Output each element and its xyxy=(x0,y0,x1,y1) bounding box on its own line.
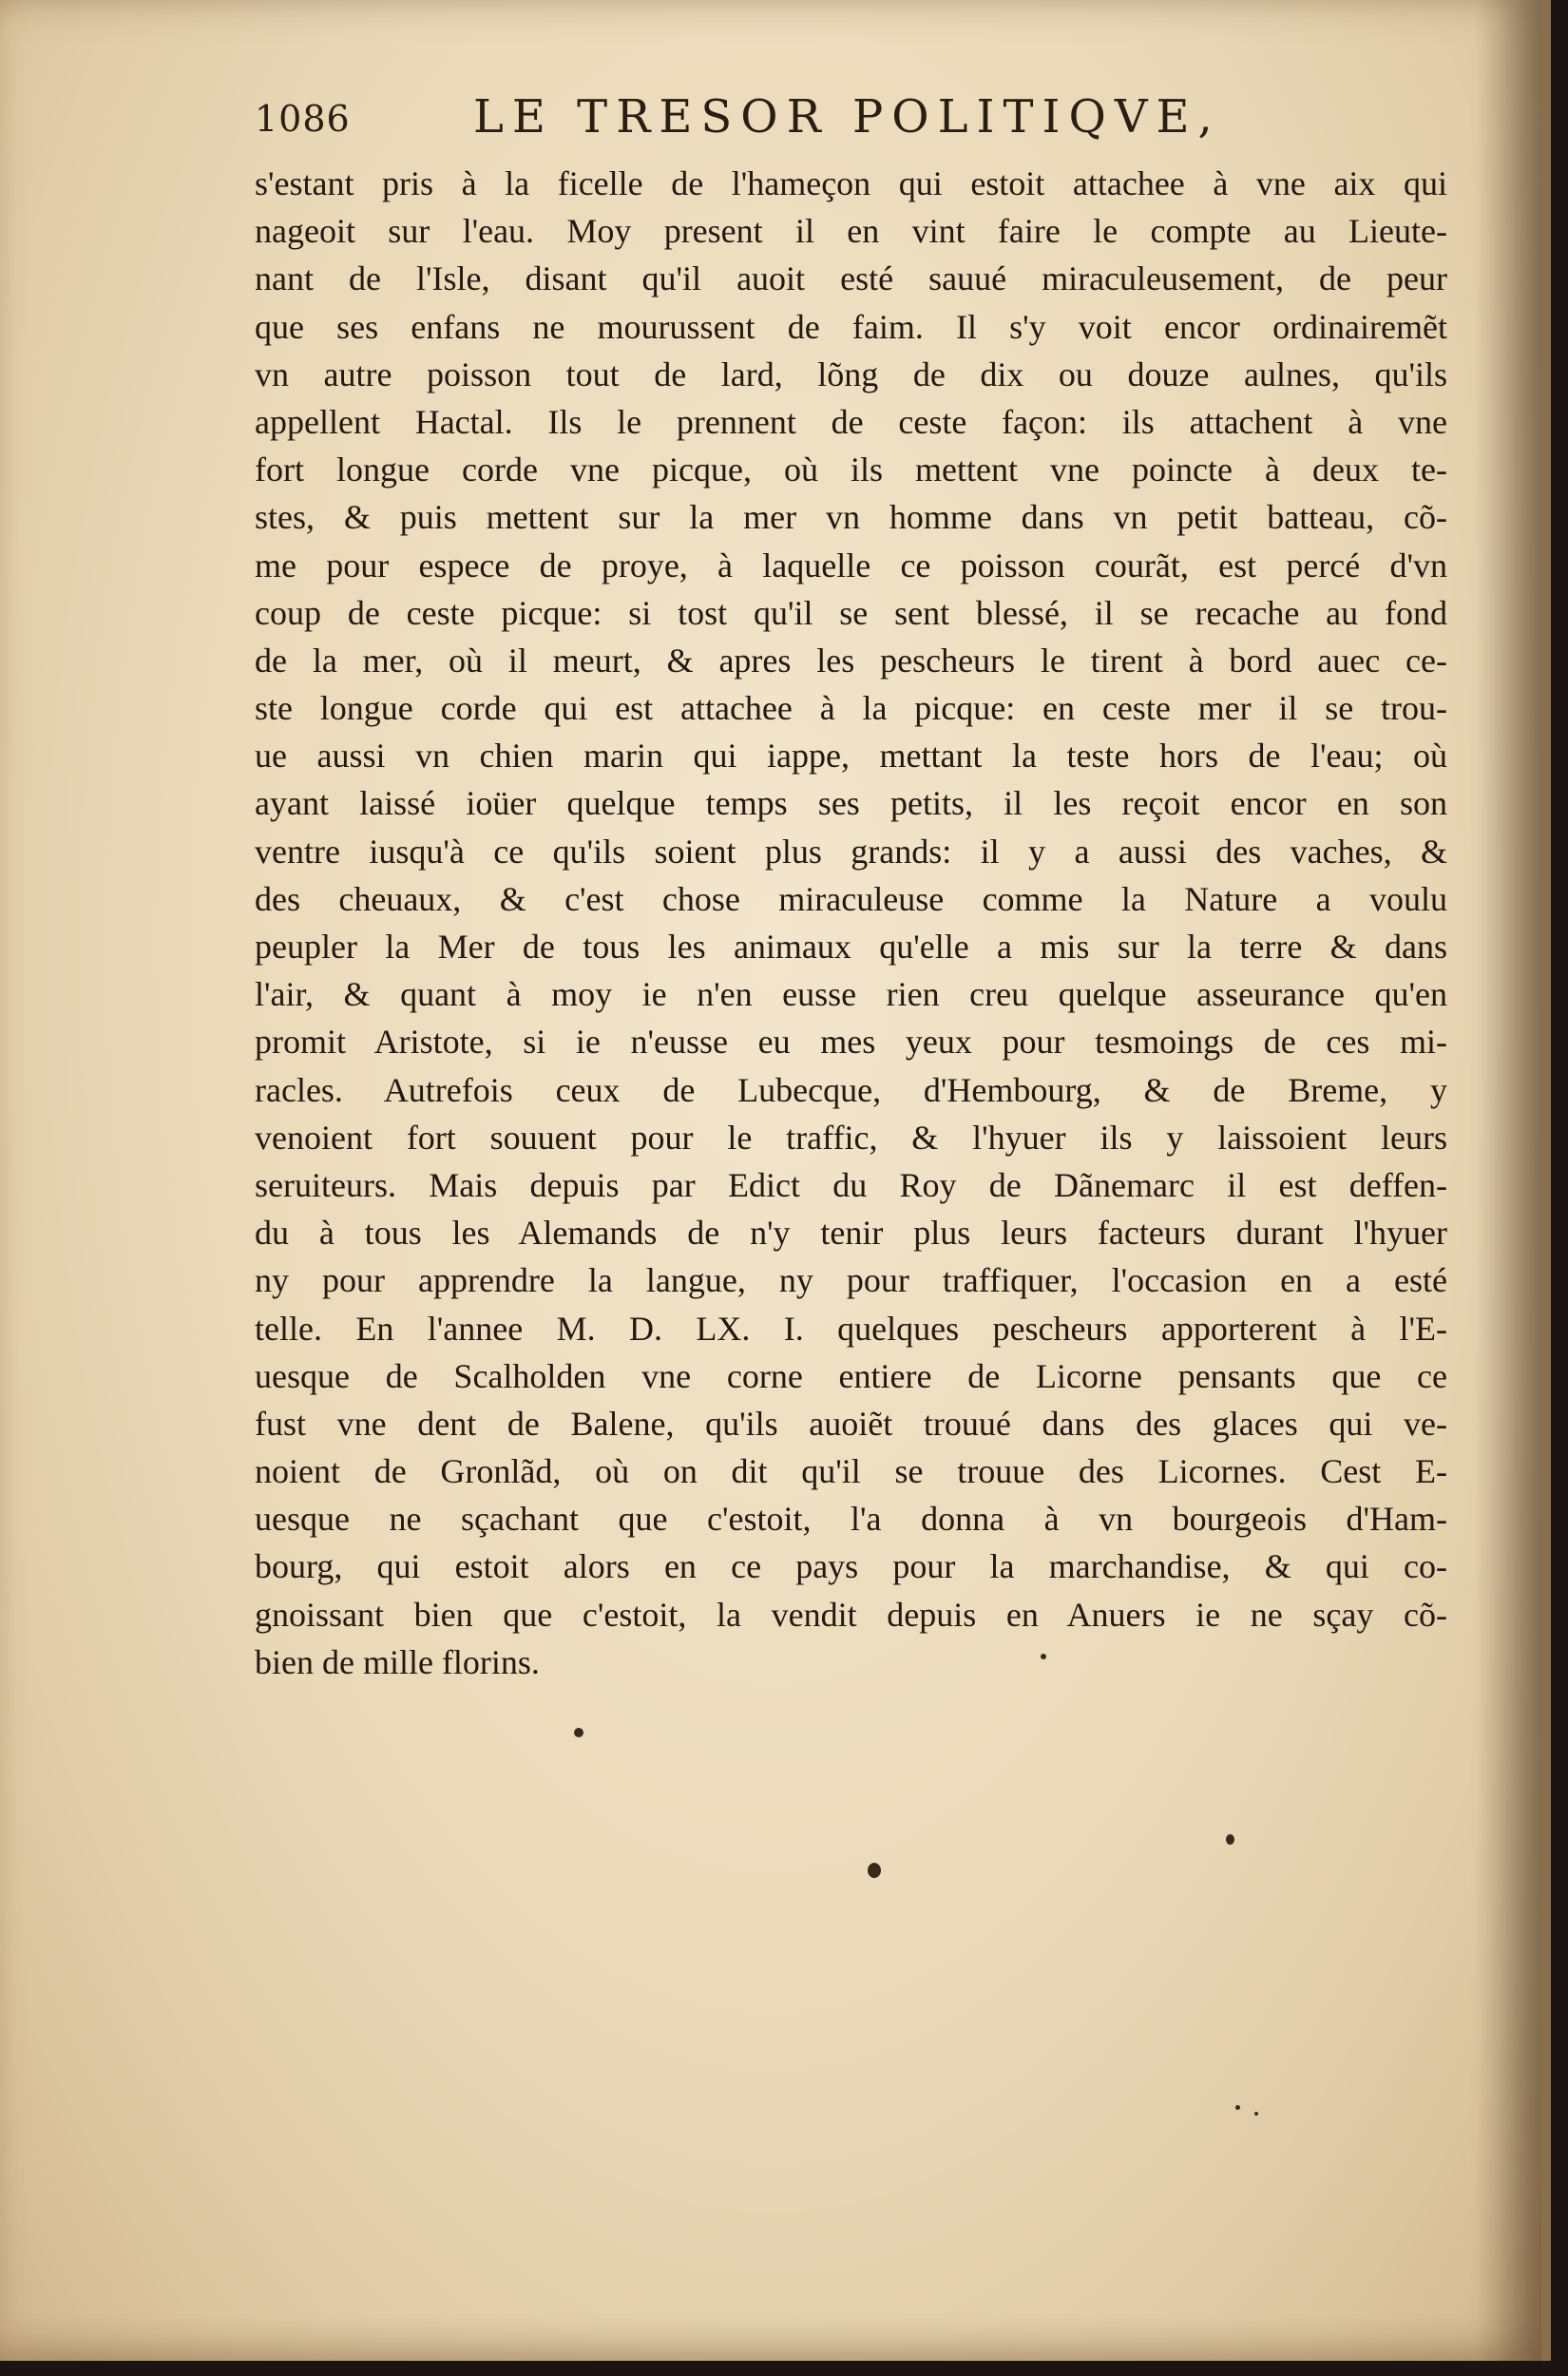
text-line: s'estant pris à la ficelle de l'hameçon qui estoit attachee à vne aix qui xyxy=(255,164,1447,202)
text-line: me pour espece de proye, à laquelle ce poisson courãt, est percé d'vn xyxy=(255,546,1447,584)
text-line: vn autre poisson tout de lard, lõng de dix ou douze aulnes, qu'ils xyxy=(255,354,1447,393)
text-line: de la mer, où il meurt, & apres les pescheurs le tirent à bord auec ce- xyxy=(255,641,1447,680)
text-line: promit Aristote, si ie n'eusse eu mes yeux pour tesmoings de ces mi- xyxy=(255,1023,1447,1062)
text-line: stes, & puis mettent sur la mer vn homme dans vn petit batteau, cõ- xyxy=(255,498,1447,537)
text-line: seruiteurs. Mais depuis par Edict du Roy de Dãnemarc il est deffen- xyxy=(255,1165,1447,1204)
text-line: du à tous les Alemands de n'y tenir plus leurs facteurs durant l'hyuer xyxy=(255,1214,1447,1253)
text-line: ue aussi vn chien marin qui iappe, mettant la teste hors de l'eau; où xyxy=(255,737,1447,776)
text-line: l'air, & quant à moy ie n'en eusse rien creu quelque asseurance qu'en xyxy=(255,975,1447,1014)
ink-speck xyxy=(1041,1654,1046,1659)
text-line: ayant laissé ioüer quelque temps ses petits, il les reçoit encor en son xyxy=(255,784,1447,823)
text-line: nageoit sur l'eau. Moy present il en vint faire le compte au Lieute- xyxy=(255,212,1447,251)
text-line: fort longue corde vne picque, où ils mettent vne poincte à deux te- xyxy=(255,450,1447,489)
text-line: bien de mille florins. xyxy=(255,1642,540,1681)
text-line: des cheuaux, & c'est chose miraculeuse comme la Nature a voulu xyxy=(255,879,1447,918)
text-line: appellent Hactal. Ils le prennent de ceste façon: ils attachent à vne xyxy=(255,402,1447,441)
text-line: nant de l'Isle, disant qu'il auoit esté sauué miraculeusement, de peur xyxy=(255,259,1447,298)
text-line: noient de Gronlãd, où on dit qu'il se trouue des Licornes. Cest E- xyxy=(255,1452,1447,1491)
body-text xyxy=(255,160,1447,1686)
page-gutter-shadow xyxy=(1475,0,1541,2361)
ink-speck xyxy=(1235,2105,1240,2110)
text-line: venoient fort souuent pour le traffic, & l'hyuer ils y laissoient leurs xyxy=(255,1118,1447,1157)
text-line: ste longue corde qui est attachee à la picque: en ceste mer il se trou- xyxy=(255,689,1447,728)
text-line: gnoissant bien que c'estoit, la vendit depuis en Anuers ie ne sçay cõ- xyxy=(255,1595,1447,1634)
page-header xyxy=(255,90,1291,147)
ink-speck xyxy=(1254,2112,1258,2116)
ink-speck xyxy=(1226,1834,1234,1845)
text-line: telle. En l'annee M. D. LX. I. quelques pescheurs apporterent à l'E- xyxy=(255,1309,1447,1348)
text-line: bourg, qui estoit alors en ce pays pour la marchandise, & qui co- xyxy=(255,1547,1447,1586)
ink-speck xyxy=(574,1728,583,1737)
text-line: racles. Autrefois ceux de Lubecque, d'Hembourg, & de Breme, y xyxy=(255,1070,1447,1109)
text-line: ventre iusqu'à ce qu'ils soient plus grands: il y a aussi des vaches, & xyxy=(255,832,1447,871)
running-title: LE TRESOR POLITIQVE, xyxy=(473,90,1221,144)
text-line: fust vne dent de Balene, qu'ils auoiẽt trouué dans des glaces qui ve- xyxy=(255,1404,1447,1443)
page-number: 1086 xyxy=(255,98,351,140)
text-line: peupler la Mer de tous les animaux qu'elle a mis sur la terre & dans xyxy=(255,928,1447,966)
text-line: que ses enfans ne mourussent de faim. Il s'y voit encor ordinairemẽt xyxy=(255,307,1447,346)
text-line: uesque de Scalholden vne corne entiere de Licorne pensants que ce xyxy=(255,1356,1447,1395)
ink-speck xyxy=(868,1863,881,1878)
text-line: uesque ne sçachant que c'estoit, l'a donna à vn bourgeois d'Ham- xyxy=(255,1500,1447,1539)
text-line: ny pour apprendre la langue, ny pour traffiquer, l'occasion en a esté xyxy=(255,1261,1447,1300)
text-line: coup de ceste picque: si tost qu'il se sent blessé, il se recache au fond xyxy=(255,593,1447,632)
